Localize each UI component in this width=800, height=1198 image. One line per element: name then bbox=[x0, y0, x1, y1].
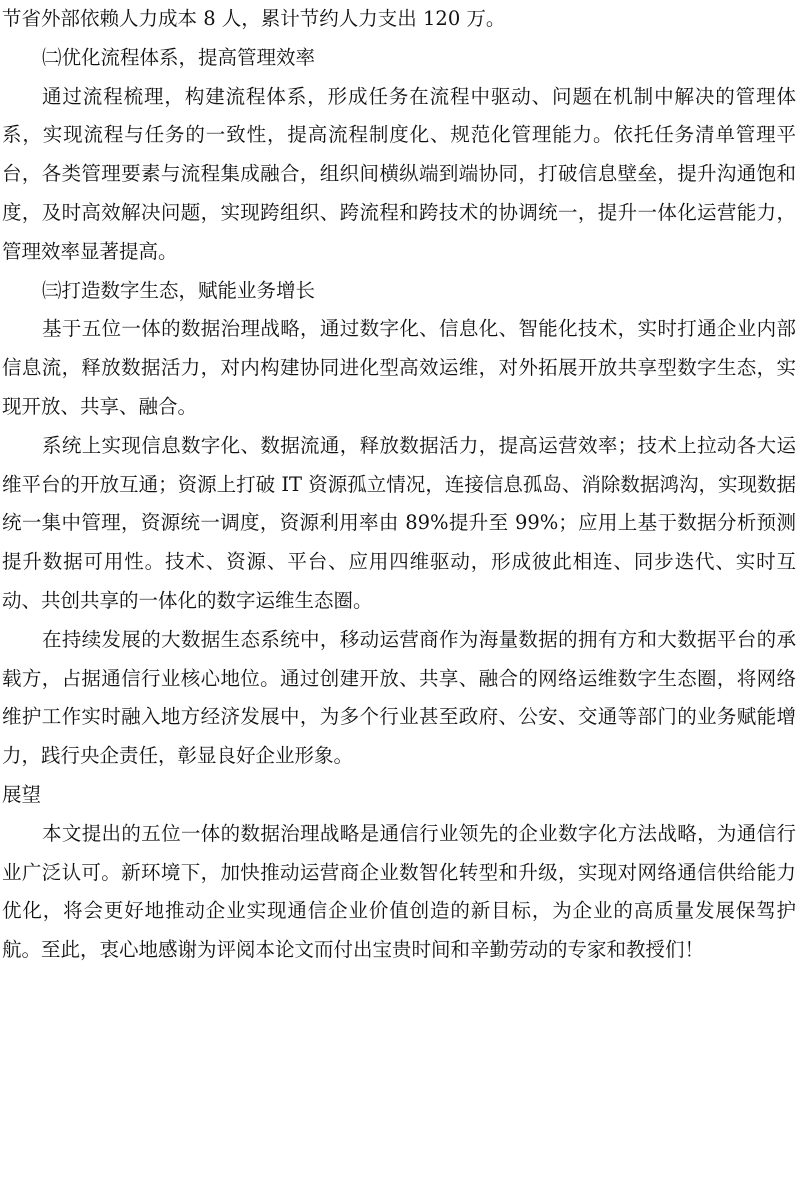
paragraph-big-data: 在持续发展的大数据生态系统中，移动运营商作为海量数据的拥有方和大数据平台的承载方，占据通信行业核心地位。通过创建开放、共享、融合的网络运维数字生态圈，将网络维护工作实时融入地方经济发展中，为多个行业甚至政府、公安、交通等部门的业务赋能增力，践行央企责任，彰显良好企业形象。 bbox=[2, 627, 796, 768]
paragraph-continuation: 节省外部依赖人力成本 8 人，累计节约人力支出 120 万。 bbox=[2, 7, 506, 30]
paragraph-systems: 系统上实现信息数字化、数据流通，释放数据活力，提高运营效率；技术上拉动各大运维平台的开放互通；资源上打破 IT 资源孤立情况，连接信息孤岛、消除数据鸿沟，实现数据统一集中管理，资源统一调度，资源利用率由 89%提升至 99%；应用上基于数据分析预测提升数据可用性。技术、资源、平台、应用四维驱动，形成彼此相连、同步迭代、实时互动、共创共享的一体化的数字运维生态圈。 bbox=[2, 433, 796, 612]
subheading-digital-ecosystem: ㈢打造数字生态，赋能业务增长 bbox=[42, 278, 316, 302]
section-title-outlook: 展望 bbox=[2, 782, 42, 806]
paragraph-data-strategy: 基于五位一体的数据治理战略，通过数字化、信息化、智能化技术，实时打通企业内部信息流，释放数据活力，对内构建协同进化型高效运维，对外拓展开放共享型数字生态，实现开放、共享、融合。 bbox=[2, 317, 796, 418]
subheading-optimize-process: ㈡优化流程体系，提高管理效率 bbox=[42, 45, 316, 69]
paragraph-outlook: 本文提出的五位一体的数据治理战略是通信行业领先的企业数字化方法战略，为通信行业广泛认可。新环境下，加快推动运营商企业数智化转型和升级，实现对网络通信供给能力优化，将会更好地推动企业实现通信企业价值创造的新目标，为企业的高质量发展保驾护航。至此，衷心地感谢为评阅本论文而付出宝贵时间和辛勤劳动的专家和教授们！ bbox=[2, 821, 796, 962]
paragraph-process: 通过流程梳理，构建流程体系，形成任务在流程中驱动、问题在机制中解决的管理体系，实现流程与任务的一致性，提高流程制度化、规范化管理能力。依托任务清单管理平台，各类管理要素与流程集成融合，组织间横纵端到端协同，打破信息壁垒，提升沟通饱和度，及时高效解决问题，实现跨组织、跨流程和跨技术的协调统一，提升一体化运营能力，管理效率显著提高。 bbox=[2, 84, 796, 263]
